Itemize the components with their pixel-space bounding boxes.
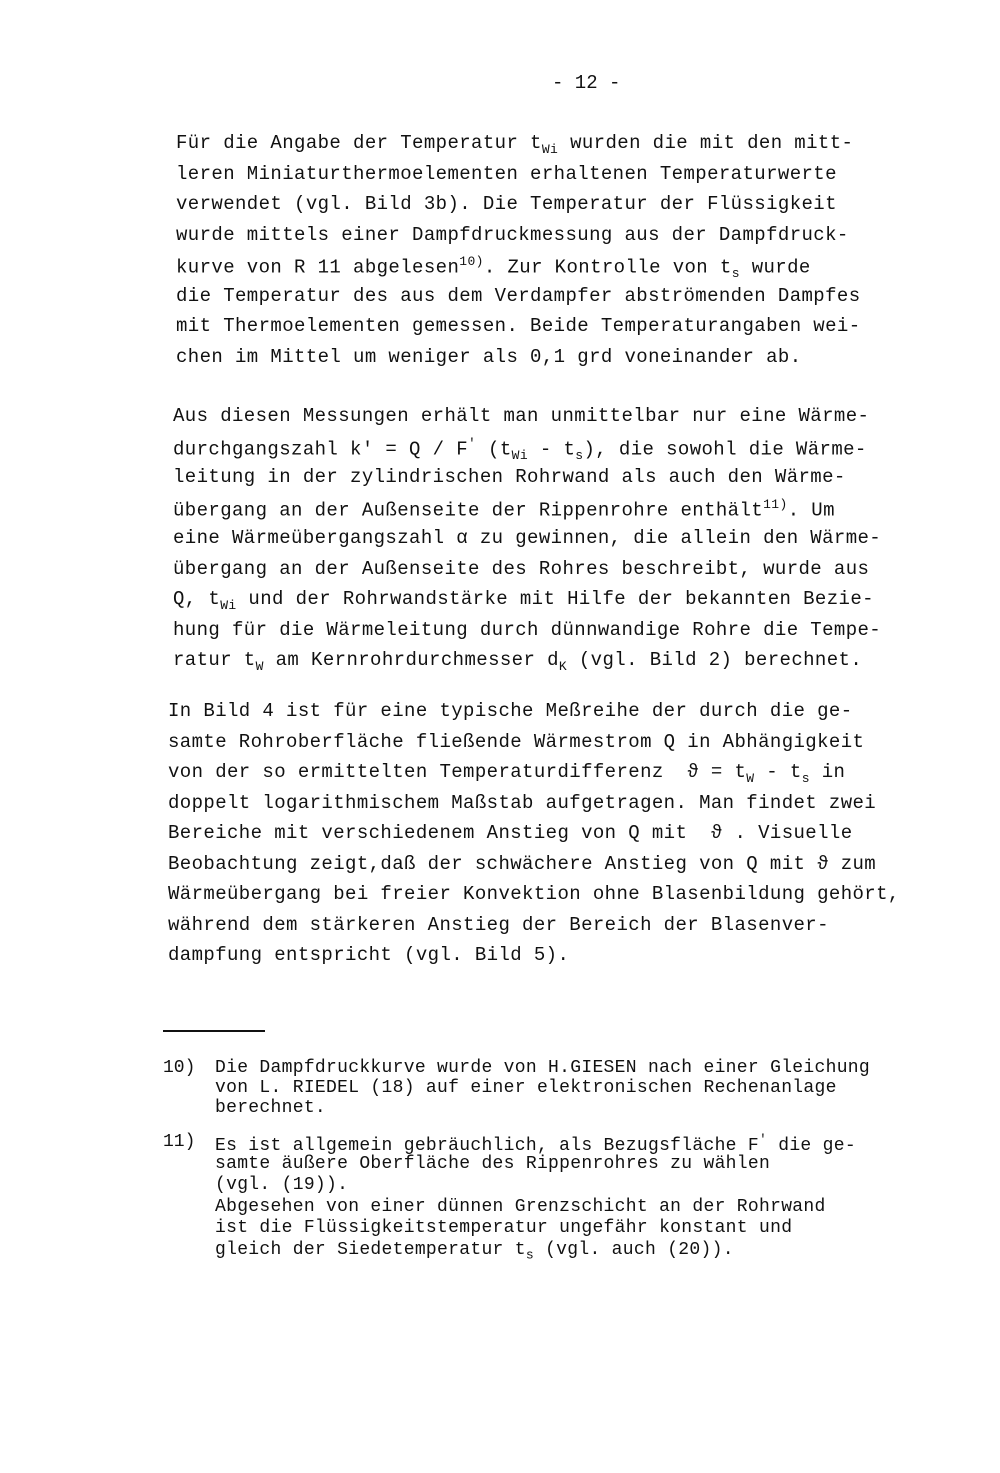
text-line: verwendet (vgl. Bild 3b). Die Temperatur der Flüssigkeit: [176, 193, 837, 215]
text-line: Bereiche mit verschiedenem Anstieg von Q mit ϑ . Visuelle: [168, 822, 853, 844]
footnote-mark: 10): [163, 1058, 196, 1078]
footnote-line: ist die Flüssigkeitstemperatur ungefähr konstant und: [215, 1218, 793, 1238]
footnote-line: samte äußere Oberfläche des Rippenrohres zu wählen: [215, 1153, 771, 1174]
text-line: kurve von R 11 abgelesen$^{10)}$. Zur Kontrolle von $t_s$ wurde: [176, 254, 811, 282]
footnote-line: (vgl. (19)).: [215, 1175, 349, 1195]
text-line: dampfung entspricht (vgl. Bild 5).: [168, 944, 570, 966]
text-line: leitung in der zylindrischen Rohrwand als auch den Wärme-: [173, 466, 846, 488]
footnote-line: von L. RIEDEL (18) auf einer elektronischen Rechenanlage: [215, 1078, 837, 1098]
text-line: Wärmeübergang bei freier Konvektion ohne Blasenbildung gehört,: [168, 883, 900, 905]
text-line: hung für die Wärmeleitung durch dünnwandige Rohre die Tempe-: [173, 618, 882, 641]
text-line: die Temperatur des aus dem Verdampfer abströmenden Dampfes: [176, 284, 861, 307]
text-line: durchgangszahl k' = Q / F' $(t_{Wi} - t_s)$, die sowohl die Wärme-: [173, 435, 867, 463]
text-line: In Bild 4 ist für eine typische Meßreihe der durch die ge-: [168, 700, 853, 722]
text-line: Für die Angabe der Temperatur $t_{Wi}$ wurden die mit den mitt-: [176, 132, 854, 157]
text-line: während dem stärkeren Anstieg der Bereich der Blasenver-: [168, 913, 829, 936]
footnote-mark: 11): [163, 1132, 196, 1152]
text-line: Aus diesen Messungen erhält man unmittelbar nur eine Wärme-: [173, 405, 870, 427]
footnote-line: berechnet.: [215, 1098, 327, 1118]
text-line: ratur $t_W$ am Kernrohrdurchmesser $d_K$ (vgl. Bild 2) berechnet.: [173, 649, 863, 674]
text-line: übergang an der Außenseite der Rippenrohre enthält$^{11)}$. Um: [173, 496, 835, 521]
text-line: wurde mittels einer Dampfdruckmessung aus der Dampfdruck-: [176, 223, 849, 246]
text-line: eine Wärmeübergangszahl α zu gewinnen, die allein den Wärme-: [173, 527, 882, 549]
text-line: chen im Mittel um weniger als 0,1 grd voneinander ab.: [176, 345, 802, 368]
text-line: leren Miniaturthermoelementen erhaltenen Temperaturwerte: [176, 162, 837, 185]
text-line: Beobachtung zeigt,daß der schwächere Anstieg von Q mit ϑ zum: [168, 852, 877, 875]
footnote-line: gleich der Siedetemperatur $t_s$ (vgl. auch (20)).: [215, 1239, 734, 1263]
text-line: Q, $t_{Wi}$ und der Rohrwandstärke mit Hilfe der bekannten Bezie-: [173, 588, 874, 613]
text-line: von der so ermittelten Temperaturdifferenz $ϑ = t_W - t_s$ in: [168, 761, 846, 786]
footnote-rule: [163, 1030, 265, 1032]
text-line: mit Thermoelementen gemessen. Beide Temperaturangaben wei-: [176, 315, 861, 337]
footnote-line: Die Dampfdruckkurve wurde von H.GIESEN nach einer Gleichung: [215, 1058, 871, 1078]
text-line: übergang an der Außenseite des Rohres beschreibt, wurde aus: [173, 557, 870, 580]
page-number: - 12 -: [552, 72, 621, 94]
text-line: samte Rohroberfläche fließende Wärmestrom Q in Abhängigkeit: [168, 730, 865, 753]
text-line: doppelt logarithmischem Maßstab aufgetragen. Man findet zwei: [168, 791, 877, 814]
footnote-line: Abgesehen von einer dünnen Grenzschicht an der Rohrwand: [215, 1196, 826, 1217]
footnote-line: Es ist allgemein gebräuchlich, als Bezugsfläche F' die ge-: [215, 1132, 856, 1156]
